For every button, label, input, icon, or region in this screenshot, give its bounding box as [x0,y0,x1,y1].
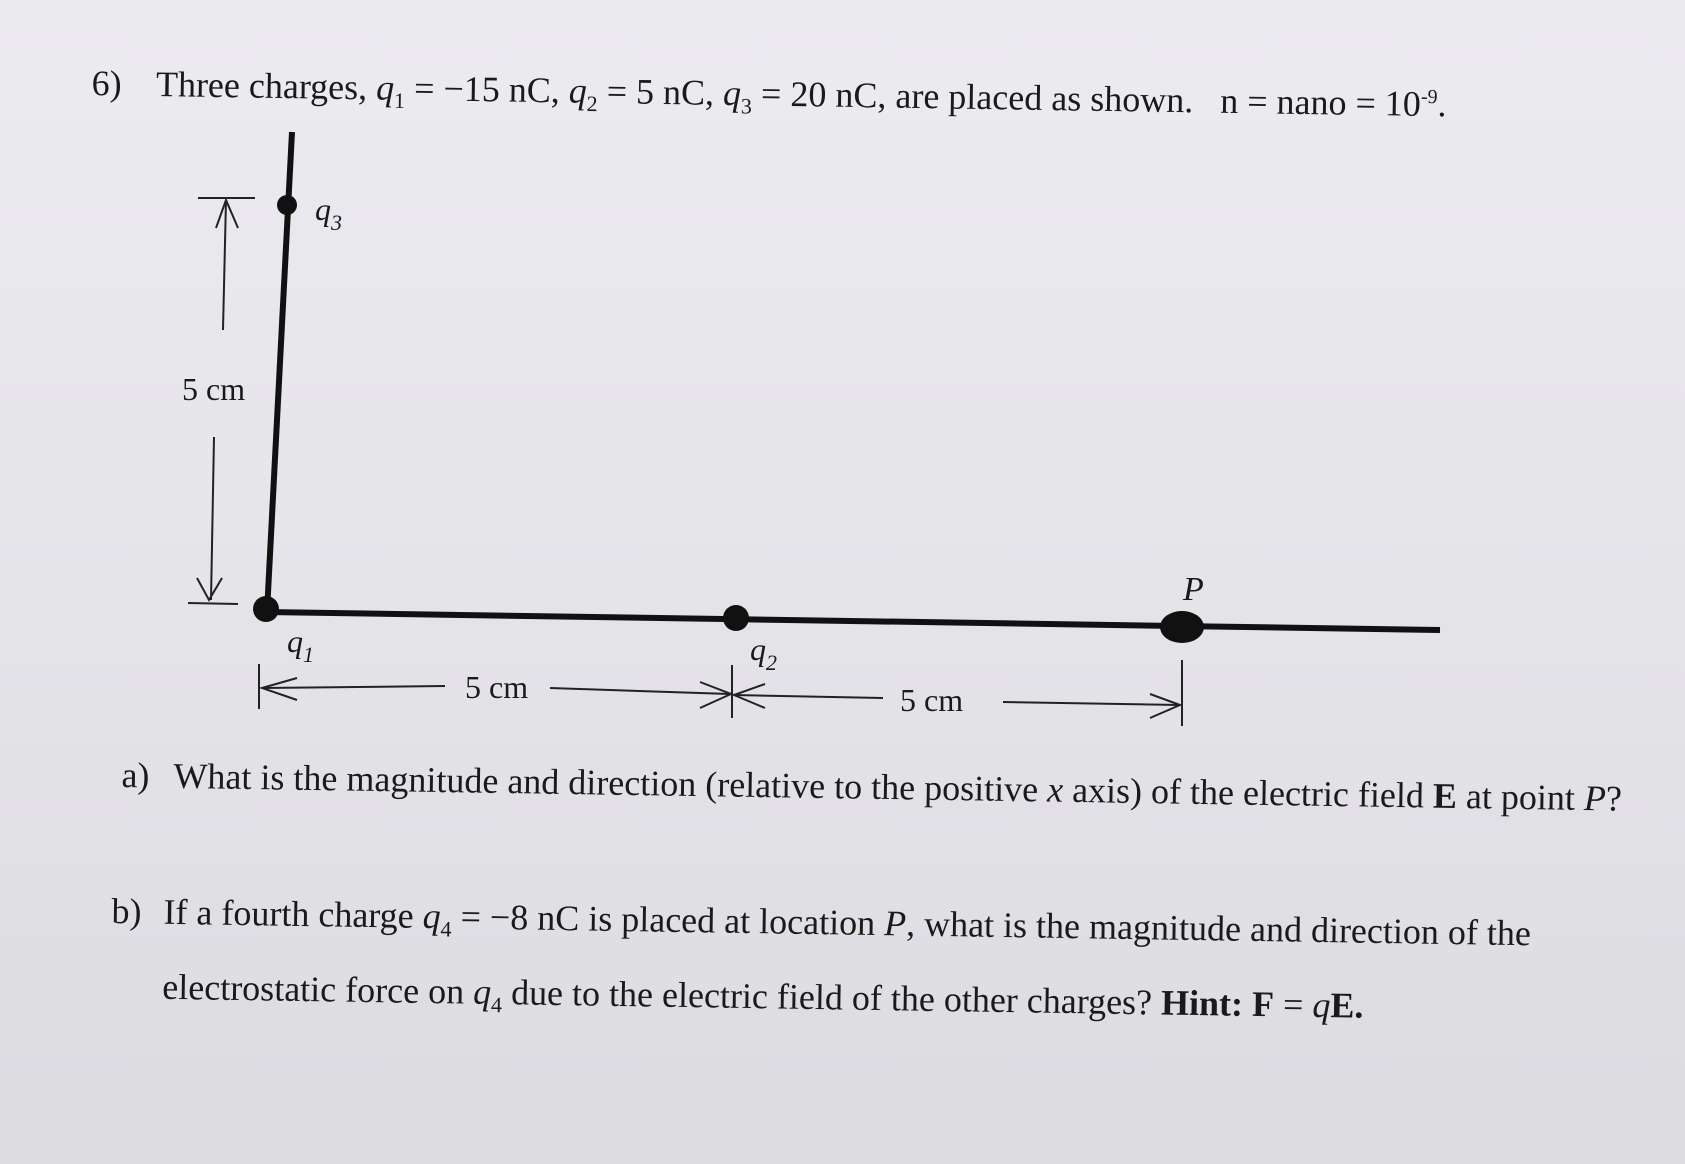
q2-symbol: q [568,70,588,111]
question-a-text-part3: at point [1465,776,1576,818]
h-dim2-left-line [734,695,883,698]
question-a-e-symbol: E [1432,775,1458,816]
question-b-q4-symbol-2: q [472,971,492,1013]
question-b [110,880,1634,1054]
h-dim1-label: 5 cm [465,669,529,705]
h-dim2-label: 5 cm [900,682,964,718]
vertical-dim-lower-line [211,437,214,600]
q3-subscript: 3 [740,93,753,119]
vertical-dim-bottom-arrowhead [197,578,222,600]
vertical-dim-label: 5 cm [182,371,246,407]
question-b-q4-symbol: q [422,895,442,937]
question-a-text-part2: axis) of the electric field [1071,769,1425,816]
q1-symbol: q [375,67,395,108]
question-b-f-symbol: F [1251,984,1275,1025]
q2-value: = 5 nC, [606,71,715,113]
q2-subscript: 2 [586,90,598,117]
question-b-text-part4: due to the electric field of the other charges? [510,972,1153,1023]
vertical-dim-upper-line [223,200,226,330]
question-b-q4-subscript-2: 4 [490,992,503,1018]
q3-value: = 20 nC, are placed as shown. [760,73,1194,121]
q1-label: $q_1$ [287,623,314,667]
question-b-q-symbol: q [1312,985,1331,1026]
question-a-text-part1: What is the magnitude and direction (relative to the positive [173,755,1039,810]
vertical-dim-bottom-tick [188,603,238,604]
question-a-label: a) [121,754,150,796]
problem-number: 6) [91,62,122,104]
question-b-q4-subscript: 4 [440,916,452,942]
question-a-question-mark: ? [1605,778,1623,819]
question-b-equals: = [1282,984,1304,1025]
question-b-text-part2: = −8 nC is placed at location [460,896,876,943]
charge-q3-dot [277,195,297,215]
question-b-text-part1: If a fourth charge [163,891,415,936]
q1-subscript: 1 [393,87,406,114]
nano-definition: n = nano = 10 [1219,80,1422,124]
vertical-dim-top-arrowhead [216,200,238,228]
h-dim1-right-line [550,688,730,694]
question-b-hint-label: Hint: [1160,982,1244,1024]
q1-value: = −15 nC, [413,68,561,111]
point-p-dot [1160,611,1204,643]
problem-intro: Three charges, [155,64,368,108]
question-b-period: . [1354,985,1364,1026]
horizontal-axis [265,612,1440,630]
q3-symbol: q [722,72,742,114]
question-a-x-symbol: x [1046,769,1064,810]
nano-period: . [1437,84,1447,125]
charge-q1-dot [253,596,279,622]
h-dim2-right-line [1003,702,1180,705]
h-dim1-left-line [262,686,445,688]
h-dim2-right-arrowhead [1150,694,1180,718]
question-b-text-part3: , what is the magnitude and direction of the electrostatic force on [162,903,1532,1012]
h-dim1-left-arrowhead [262,678,297,700]
q3-label: $q_3$ [315,191,342,235]
h-dim1-right-arrowhead [700,682,731,708]
question-b-label: b) [111,890,142,932]
nano-exponent: -9 [1420,85,1438,109]
charge-q2-dot [723,605,749,631]
question-b-p-symbol: P [883,903,907,944]
q2-label: $q_2$ [750,631,777,675]
question-a-p-symbol: P [1583,777,1607,819]
question-b-e-symbol: E [1330,985,1355,1026]
question-b-text [162,881,1634,1054]
point-p-label: P [1183,571,1204,608]
